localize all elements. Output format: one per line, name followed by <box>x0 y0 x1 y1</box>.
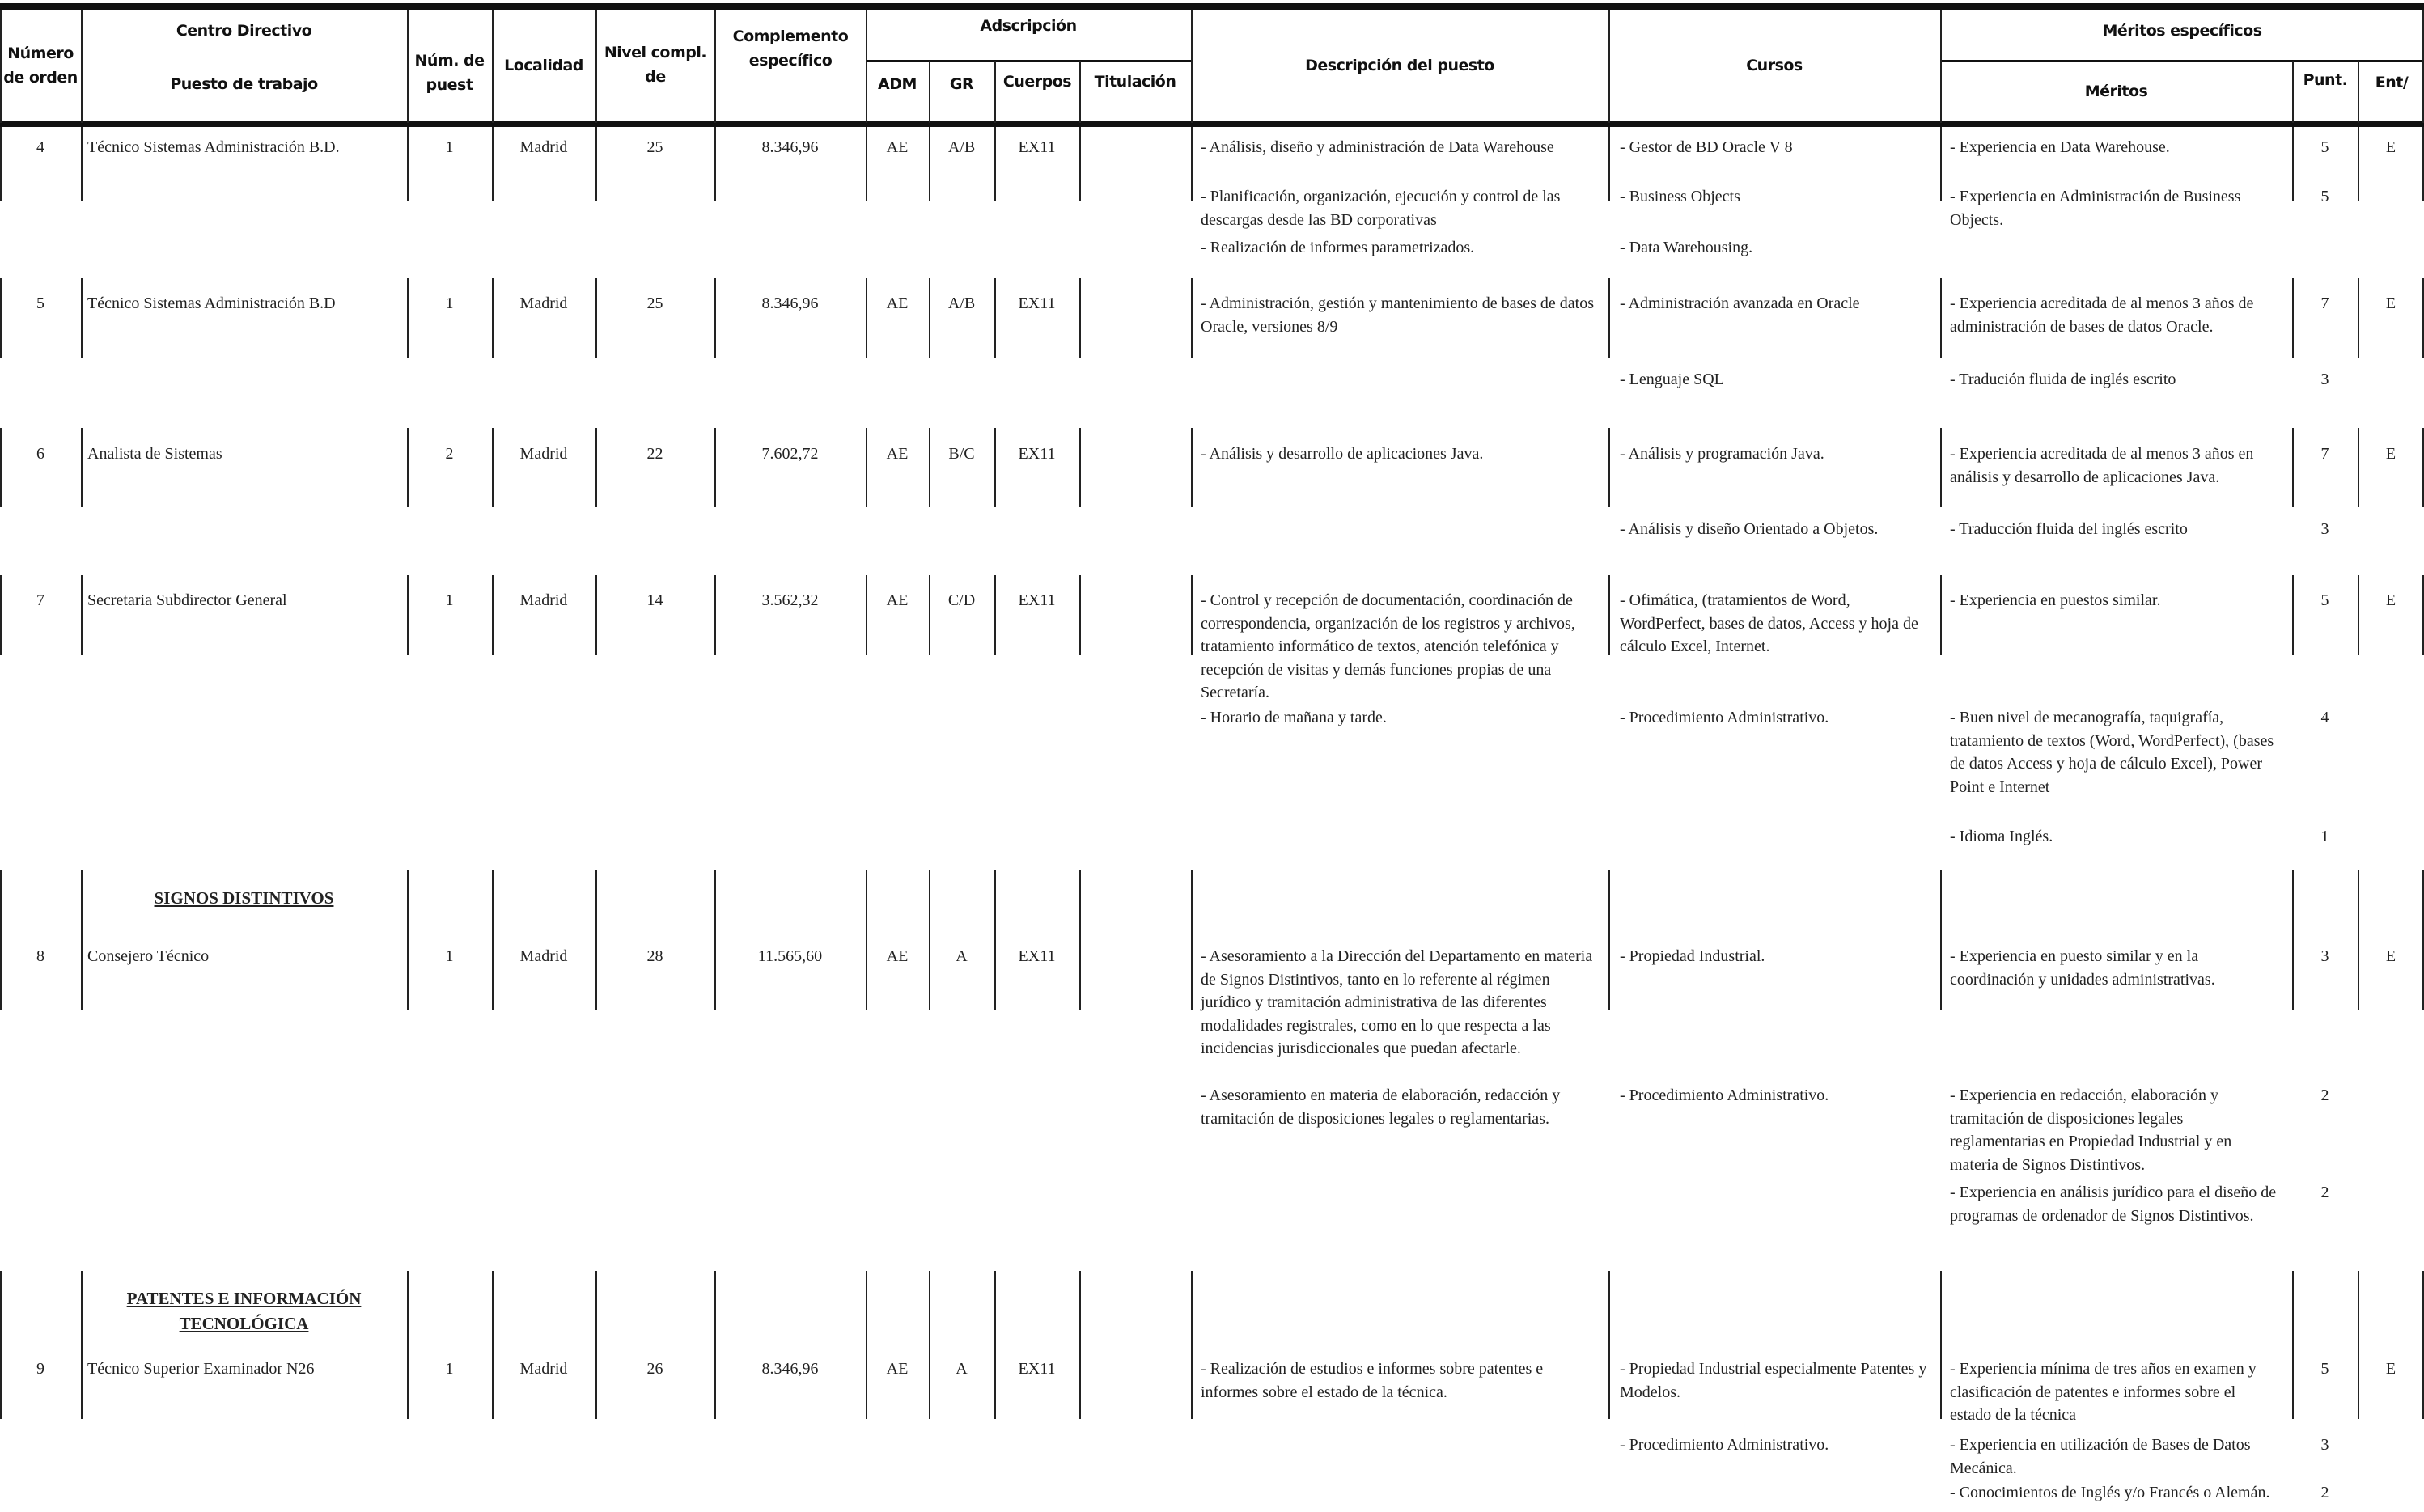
puntuacion-value: 5 <box>2320 188 2329 205</box>
adm-cell: AE <box>886 591 909 609</box>
localidad-cell: Madrid <box>519 591 568 609</box>
gr-cell: C/D <box>947 591 976 609</box>
adm-cell: AE <box>886 294 909 312</box>
column-divider <box>1608 1271 1610 1419</box>
complemento-cell: 11.565,60 <box>757 947 823 965</box>
curso-item: - Procedimiento Administrativo. <box>1620 709 1829 726</box>
column-divider <box>1608 575 1610 655</box>
column-divider <box>81 428 83 507</box>
column-divider <box>595 870 597 1010</box>
orden-cell: 4 <box>36 138 44 156</box>
column-divider <box>2358 428 2359 507</box>
puntuacion-value: 7 <box>2320 294 2329 312</box>
entrevista-cell: E <box>2385 138 2396 156</box>
curso-item: - Procedimiento Administrativo. <box>1620 1436 1829 1454</box>
puntuacion-value: 7 <box>2320 445 2329 463</box>
cuerpos-cell: EX11 <box>1018 947 1056 965</box>
column-divider <box>81 575 83 655</box>
puesto-cell: Técnico Superior Examinador N26 <box>87 1360 315 1378</box>
entrevista-cell: E <box>2385 294 2396 312</box>
puntuacion-value: 5 <box>2320 138 2329 156</box>
puntuacion-value: 1 <box>2320 828 2329 845</box>
column-divider <box>1940 575 1942 655</box>
descripcion-item: - Administración, gestión y mantenimiento de bases de datos Oracle, versiones 8/9 <box>1201 294 1595 336</box>
nivel-cell: 22 <box>646 445 663 463</box>
puesto-cell: Técnico Sistemas Administración B.D <box>87 294 336 312</box>
column-divider <box>1940 10 1942 123</box>
column-divider <box>994 428 996 507</box>
column-divider <box>929 870 930 1010</box>
column-divider <box>595 278 597 358</box>
puntuacion-value: 2 <box>2320 1086 2329 1104</box>
cuerpos-cell: EX11 <box>1018 294 1056 312</box>
column-divider <box>714 870 716 1010</box>
gr-cell: A <box>956 1360 968 1378</box>
column-divider <box>492 10 494 123</box>
section-title: PATENTES E INFORMACIÓN TECNOLÓGICA <box>126 1289 362 1333</box>
column-divider <box>492 870 494 1010</box>
header-nivel: Nivel compl. de <box>604 44 707 86</box>
merito-item: - Experiencia en análisis jurídico para el diseño de programas de ordenador de Signos Distintivos. <box>1950 1184 2277 1225</box>
nivel-cell: 25 <box>646 294 663 312</box>
puntuacion-value: 2 <box>2320 1484 2329 1501</box>
curso-item: - Business Objects <box>1620 188 1740 205</box>
adm-cell: AE <box>886 138 909 156</box>
gr-cell: A <box>956 947 968 965</box>
column-divider <box>994 61 996 123</box>
column-divider <box>1191 575 1193 655</box>
merito-item: - Experiencia en Data Warehouse. <box>1950 138 2170 156</box>
column-divider <box>81 870 83 1010</box>
column-divider <box>1079 870 1081 1010</box>
column-divider <box>1191 127 1193 201</box>
column-divider <box>714 278 716 358</box>
column-divider <box>1079 127 1081 201</box>
header-meritos: Méritos <box>2084 83 2148 100</box>
descripcion-item: - Horario de mañana y tarde. <box>1201 709 1387 726</box>
header-localidad: Localidad <box>504 57 583 74</box>
header-complemento: Complemento específico <box>732 28 849 70</box>
column-divider <box>2292 428 2294 507</box>
puntuacion-value: 5 <box>2320 591 2329 609</box>
header-gr: GR <box>949 75 974 93</box>
adm-cell: AE <box>886 445 909 463</box>
column-divider <box>929 1271 930 1419</box>
merito-item: - Idioma Inglés. <box>1950 828 2053 845</box>
column-divider <box>492 1271 494 1419</box>
column-divider <box>1191 428 1193 507</box>
curso-item: - Procedimiento Administrativo. <box>1620 1086 1829 1104</box>
column-divider <box>0 575 2 655</box>
header-adscripcion: Adscripción <box>980 17 1077 35</box>
column-divider <box>994 575 996 655</box>
header-adm: ADM <box>878 75 917 93</box>
header-puntuacion: Punt. <box>2303 71 2348 89</box>
column-divider <box>0 278 2 358</box>
column-divider <box>595 575 597 655</box>
column-divider <box>595 428 597 507</box>
puntuacion-value: 3 <box>2320 1436 2329 1454</box>
column-divider <box>407 1271 409 1419</box>
descripcion-item: - Realización de informes parametrizados. <box>1201 239 1475 256</box>
localidad-cell: Madrid <box>519 294 568 312</box>
entrevista-cell: E <box>2385 947 2396 965</box>
column-divider <box>1079 61 1081 123</box>
complemento-cell: 7.602,72 <box>761 445 819 463</box>
column-divider <box>1191 10 1193 123</box>
puesto-cell: Consejero Técnico <box>87 947 210 965</box>
column-divider <box>866 278 867 358</box>
column-divider <box>2358 870 2359 1010</box>
header-cuerpos: Cuerpos <box>1002 73 1072 91</box>
column-divider <box>1079 278 1081 358</box>
gr-cell: B/C <box>948 445 975 463</box>
complemento-cell: 8.346,96 <box>761 1360 819 1378</box>
descripcion-item: - Realización de estudios e informes sobre patentes e informes sobre el estado de la técnica. <box>1201 1360 1544 1401</box>
gr-cell: A/B <box>947 294 976 312</box>
puesto-cell: Analista de Sistemas <box>87 445 222 463</box>
puntuacion-value: 3 <box>2320 520 2329 538</box>
orden-cell: 7 <box>36 591 44 609</box>
localidad-cell: Madrid <box>519 947 568 965</box>
column-divider <box>81 278 83 358</box>
column-divider <box>2292 870 2294 1010</box>
column-divider <box>866 428 867 507</box>
column-divider <box>866 870 867 1010</box>
column-divider <box>2292 1271 2294 1419</box>
column-divider <box>1191 870 1193 1010</box>
column-divider <box>595 10 597 123</box>
puntuacion-value: 3 <box>2320 947 2329 965</box>
column-divider <box>714 1271 716 1419</box>
num-puestos-cell: 1 <box>445 1360 454 1378</box>
num-puestos-cell: 1 <box>445 591 454 609</box>
num-puestos-cell: 1 <box>445 947 454 965</box>
header-descripcion: Descripción del puesto <box>1305 57 1494 74</box>
cuerpos-cell: EX11 <box>1018 138 1056 156</box>
column-divider <box>1191 278 1193 358</box>
column-divider <box>2358 61 2359 123</box>
merito-item: - Experiencia en Administración de Business Objects. <box>1950 188 2241 229</box>
curso-item: - Data Warehousing. <box>1620 239 1753 256</box>
column-divider <box>714 10 716 123</box>
nivel-cell: 26 <box>646 1360 663 1378</box>
descripcion-item: - Control y recepción de documentación, coordinación de correspondencia, organización de los registros y archivos, tratamiento informático de textos, atención telefónica y recepción de visitas y demás funciones propias de una Secretaría. <box>1201 591 1575 701</box>
column-divider <box>595 1271 597 1419</box>
merito-item: - Conocimientos de Inglés y/o Francés o Alemán. <box>1950 1484 2270 1501</box>
column-divider <box>2358 1271 2359 1419</box>
column-divider <box>1191 1271 1193 1419</box>
column-divider <box>866 10 867 123</box>
nivel-cell: 28 <box>646 947 663 965</box>
descripcion-item: - Asesoramiento en materia de elaboración, redacción y tramitación de disposiciones legales o reglamentarias. <box>1201 1086 1561 1128</box>
puesto-cell: Técnico Sistemas Administración B.D. <box>87 138 340 156</box>
column-divider <box>1079 575 1081 655</box>
column-divider <box>994 870 996 1010</box>
section-title: SIGNOS DISTINTIVOS <box>154 888 334 908</box>
column-divider <box>1940 278 1942 358</box>
merito-item: - Experiencia en puestos similar. <box>1950 591 2161 609</box>
merito-item: - Buen nivel de mecanografía, taquigrafía, tratamiento de textos (Word, WordPerfect), (bases de datos Access y hoja de cálculo Excel), Power Point e Internet <box>1950 709 2274 796</box>
descripcion-item: - Análisis y desarrollo de aplicaciones Java. <box>1201 445 1484 463</box>
column-divider <box>407 428 409 507</box>
header-entrevista: Ent/ <box>2375 74 2409 91</box>
column-divider <box>1079 428 1081 507</box>
column-divider <box>81 1271 83 1419</box>
header-orden: Número de orden <box>3 44 78 87</box>
header-titulacion: Titulación <box>1094 73 1176 91</box>
descripcion-item: - Asesoramiento a la Dirección del Departamento en materia de Signos Distintivos, tanto en lo referente al régimen jurídico y tramitación administrativa de las diferentes modalidades registrales, como en lo que respecta a las incidencias jurisdiccionales que puedan afectarle. <box>1201 947 1593 1057</box>
adscripcion-rule <box>866 60 1191 62</box>
column-divider <box>994 278 996 358</box>
complemento-cell: 3.562,32 <box>761 591 819 609</box>
column-divider <box>1940 1271 1942 1419</box>
header-cursos: Cursos <box>1746 57 1803 74</box>
column-divider <box>0 870 2 1010</box>
merito-item: - Experiencia en redacción, elaboración y tramitación de disposiciones legales reglamentarias en Propiedad Industrial y en materia de Signos Distintivos. <box>1950 1086 2232 1174</box>
column-divider <box>407 278 409 358</box>
column-divider <box>407 10 409 123</box>
orden-cell: 8 <box>36 947 44 965</box>
column-divider <box>2358 575 2359 655</box>
curso-item: - Gestor de BD Oracle V 8 <box>1620 138 1793 156</box>
descripcion-item: - Análisis, diseño y administración de Data Warehouse <box>1201 138 1554 156</box>
puntuacion-value: 2 <box>2320 1184 2329 1201</box>
entrevista-cell: E <box>2385 1360 2396 1378</box>
column-divider <box>929 575 930 655</box>
localidad-cell: Madrid <box>519 1360 568 1378</box>
merito-item: - Traducción fluida del inglés escrito <box>1950 520 2188 538</box>
gr-cell: A/B <box>947 138 976 156</box>
complemento-cell: 8.346,96 <box>761 138 819 156</box>
curso-item: - Propiedad Industrial especialmente Patentes y Modelos. <box>1620 1360 1927 1401</box>
descripcion-item: - Planificación, organización, ejecución y control de las descargas desde las BD corporativas <box>1201 188 1561 229</box>
column-divider <box>994 1271 996 1419</box>
column-divider <box>1608 870 1610 1010</box>
column-divider <box>1940 127 1942 201</box>
header-bottom-rule <box>0 121 2424 127</box>
column-divider <box>0 10 2 123</box>
merito-item: - Experiencia acreditada de al menos 3 años de administración de bases de datos Oracle. <box>1950 294 2254 336</box>
puntuacion-value: 4 <box>2320 709 2329 726</box>
localidad-cell: Madrid <box>519 445 568 463</box>
nivel-cell: 25 <box>646 138 663 156</box>
nivel-cell: 14 <box>646 591 663 609</box>
curso-item: - Ofimática, (tratamientos de Word, WordPerfect, bases de datos, Access y hoja de cálculo Excel, Internet. <box>1620 591 1918 655</box>
column-divider <box>929 428 930 507</box>
meritos-rule <box>1940 60 2424 62</box>
column-divider <box>866 575 867 655</box>
merito-item: - Experiencia acreditada de al menos 3 años en análisis y desarrollo de aplicaciones Java. <box>1950 445 2254 486</box>
column-divider <box>1608 428 1610 507</box>
merito-item: - Experiencia en puesto similar y en la coordinación y unidades administrativas. <box>1950 947 2215 989</box>
column-divider <box>0 1271 2 1419</box>
header-puesto-trabajo: Puesto de trabajo <box>170 75 318 93</box>
column-divider <box>1940 870 1942 1010</box>
cuerpos-cell: EX11 <box>1018 591 1056 609</box>
curso-item: - Análisis y diseño Orientado a Objetos. <box>1620 520 1879 538</box>
entrevista-cell: E <box>2385 591 2396 609</box>
header-meritos-especificos: Méritos específicos <box>2102 22 2262 40</box>
merito-item: - Experiencia mínima de tres años en examen y clasificación de patentes e informes sobre el estado de la técnica <box>1950 1360 2257 1424</box>
num-puestos-cell: 1 <box>445 138 454 156</box>
column-divider <box>492 278 494 358</box>
puesto-cell: Secretaria Subdirector General <box>87 591 287 609</box>
column-divider <box>81 10 83 123</box>
header-num-puestos: Núm. de puest <box>414 52 485 94</box>
column-divider <box>929 61 930 123</box>
entrevista-cell: E <box>2385 445 2396 463</box>
num-puestos-cell: 2 <box>445 445 454 463</box>
column-divider <box>2358 278 2359 358</box>
cuerpos-cell: EX11 <box>1018 445 1056 463</box>
column-divider <box>2292 61 2294 123</box>
merito-item: - Tradución fluida de inglés escrito <box>1950 371 2176 388</box>
header-top-rule <box>0 3 2424 10</box>
column-divider <box>929 278 930 358</box>
adm-cell: AE <box>886 1360 909 1378</box>
num-puestos-cell: 1 <box>445 294 454 312</box>
complemento-cell: 8.346,96 <box>761 294 819 312</box>
column-divider <box>492 428 494 507</box>
puntuacion-value: 5 <box>2320 1360 2329 1378</box>
column-divider <box>1608 10 1610 123</box>
orden-cell: 5 <box>36 294 44 312</box>
column-divider <box>0 428 2 507</box>
curso-item: - Administración avanzada en Oracle <box>1620 294 1860 312</box>
column-divider <box>81 127 83 201</box>
column-divider <box>2292 575 2294 655</box>
curso-item: - Propiedad Industrial. <box>1620 947 1765 965</box>
column-divider <box>1940 428 1942 507</box>
column-divider <box>1079 1271 1081 1419</box>
column-divider <box>714 575 716 655</box>
puntuacion-value: 3 <box>2320 371 2329 388</box>
column-divider <box>492 575 494 655</box>
column-divider <box>407 575 409 655</box>
cuerpos-cell: EX11 <box>1018 1360 1056 1378</box>
localidad-cell: Madrid <box>519 138 568 156</box>
curso-item: - Lenguaje SQL <box>1620 371 1724 388</box>
column-divider <box>866 1271 867 1419</box>
column-divider <box>2292 278 2294 358</box>
orden-cell: 9 <box>36 1360 44 1378</box>
adm-cell: AE <box>886 947 909 965</box>
curso-item: - Análisis y programación Java. <box>1620 445 1824 463</box>
column-divider <box>1608 127 1610 201</box>
column-divider <box>407 870 409 1010</box>
column-divider <box>1608 278 1610 358</box>
column-divider <box>714 428 716 507</box>
merito-item: - Experiencia en utilización de Bases de Datos Mecánica. <box>1950 1436 2251 1477</box>
orden-cell: 6 <box>36 445 44 463</box>
header-centro-directivo: Centro Directivo <box>176 22 312 40</box>
